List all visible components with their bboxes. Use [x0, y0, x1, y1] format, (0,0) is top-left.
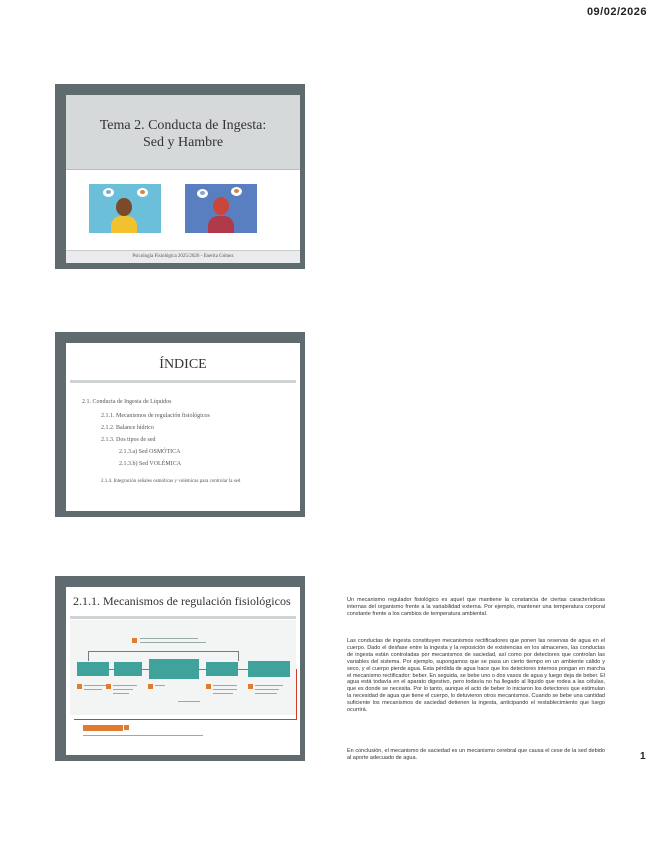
- negative-feedback-line: [296, 669, 297, 719]
- diagram-marker: [248, 684, 253, 689]
- index-item: 2.1.3.a) Sed OSMÓTICA: [119, 449, 181, 455]
- print-date: 09/02/2026: [586, 6, 647, 18]
- girl-thinking-illustration: [185, 184, 257, 233]
- slide-title: ÍNDICE: [159, 357, 207, 372]
- flow-box: [149, 659, 199, 679]
- slide-thumbnail-1: [55, 84, 305, 269]
- flow-arrow: [142, 669, 149, 670]
- diagram-marker: [132, 638, 137, 643]
- slide-title: Tema 2. Conducta de Ingesta: Sed y Hambre: [99, 118, 267, 150]
- flow-box: [248, 661, 290, 677]
- index-item: 2.1.3.b) Sed VOLÉMICA: [119, 461, 182, 467]
- notes-paragraph-1: Un mecanismo regulador fisiológico es aquel que mantiene la constancia de ciertas características internas del organismo frente a la variabilidad externa. Por ejemplo, mantener una temperatura corporal constante frente a los cambios de temperatura ambiental.: [347, 597, 605, 617]
- flow-arrow: [199, 669, 206, 670]
- diagram-text-line: [255, 689, 279, 690]
- diagram-marker: [206, 684, 211, 689]
- feedback-line: [88, 651, 238, 652]
- feedback-line: [238, 651, 239, 661]
- page-number: 1: [640, 751, 646, 762]
- slide-title-band: [66, 95, 300, 170]
- diagram-marker: [77, 684, 82, 689]
- diagram-text-line: [213, 689, 237, 690]
- flow-box: [206, 662, 238, 676]
- diagram-text-line: [213, 685, 237, 686]
- feedback-line: [88, 651, 89, 661]
- diagram-text-line: [113, 685, 137, 686]
- diagram-text-line: [113, 693, 129, 694]
- notes-paragraph-2: Las conductas de ingesta constituyen mecanismos rectificadores que ponen las reservas de agua en el cuerpo. Dado el desfase entre la ingesta y la reposición de existencias en los almacenes, las conductas de ingesta están controladas por mecanismos de saciedad, así como por detectores que controlan las variables del sistema. Por ejemplo, supongamos que se pasa un cierto tiempo en un ambiente cálido y seco, y el cuerpo pierde agua. Esta pérdida de agua hace que los detectores internos pongan en marcha el mecanismo rectificador: beber. En seguida, se bebe uno o dos vasos de agua y luego deja de beber. El agua está todavía en el aparato digestivo, pero todavía no ha llegado al líquido que rodea a las células, que es donde se necesita. Por lo tanto, aunque el acto de beber lo iniciaron los detectores que estimulan la necesidad de agua que tiene el cuerpo, lo detuvieron otros mecanismos. Cuando se bebe una cantidad suficiente los mecanismos de saciedad detienen la ingesta, anticipando el restablecimiento que luego ocurrirá.: [347, 638, 605, 714]
- diagram-marker: [124, 725, 129, 730]
- diagram-marker: [148, 684, 153, 689]
- notes-paragraph-3: En conclusión, el mecanismo de saciedad es un mecanismo cerebral que causa el cese de la sed debido al aporte adecuado de agua.: [347, 748, 605, 761]
- title-divider: [70, 616, 296, 619]
- diagram-text-line: [155, 685, 165, 686]
- flow-arrow: [238, 669, 248, 670]
- diagram-text-line: [140, 642, 206, 643]
- diagram-text-line: [83, 735, 203, 736]
- diagram-text-line: [255, 685, 283, 686]
- index-item: 2.1.4. Integración señales osmóticas y volémicas para controlar la sed: [101, 479, 241, 484]
- index-item: 2.1.2. Balance hídrico: [101, 425, 154, 431]
- slide-footer: Psicología Fisiológica 2025/2026 - Enerita Gómez: [66, 250, 300, 263]
- index-item: 2.1.1. Mecanismos de regulación fisiológicos: [101, 413, 210, 419]
- diagram-text-line: [140, 638, 198, 639]
- diagram-text-line: [113, 689, 133, 690]
- slide-thumbnail-2: [55, 332, 305, 517]
- negative-feedback-line: [74, 719, 297, 720]
- diagram-text-line: [255, 693, 277, 694]
- flow-box: [77, 662, 109, 676]
- diagram-text-line: [178, 701, 200, 702]
- diagram-text-line: [84, 685, 106, 686]
- slide-thumbnail-3: [55, 576, 305, 761]
- diagram-caption-bar: [83, 725, 123, 731]
- index-item: 2.1.3. Dos tipos de sed: [101, 437, 156, 443]
- diagram-text-line: [84, 689, 102, 690]
- index-item: 2.1. Conducta de Ingesta de Líquidos: [82, 399, 172, 405]
- diagram-marker: [106, 684, 111, 689]
- slide-title: 2.1.1. Mecanismos de regulación fisiológicos: [73, 594, 291, 608]
- diagram-text-line: [213, 693, 233, 694]
- flow-box: [114, 662, 142, 676]
- boy-thinking-illustration: [89, 184, 161, 233]
- title-divider: [70, 380, 296, 383]
